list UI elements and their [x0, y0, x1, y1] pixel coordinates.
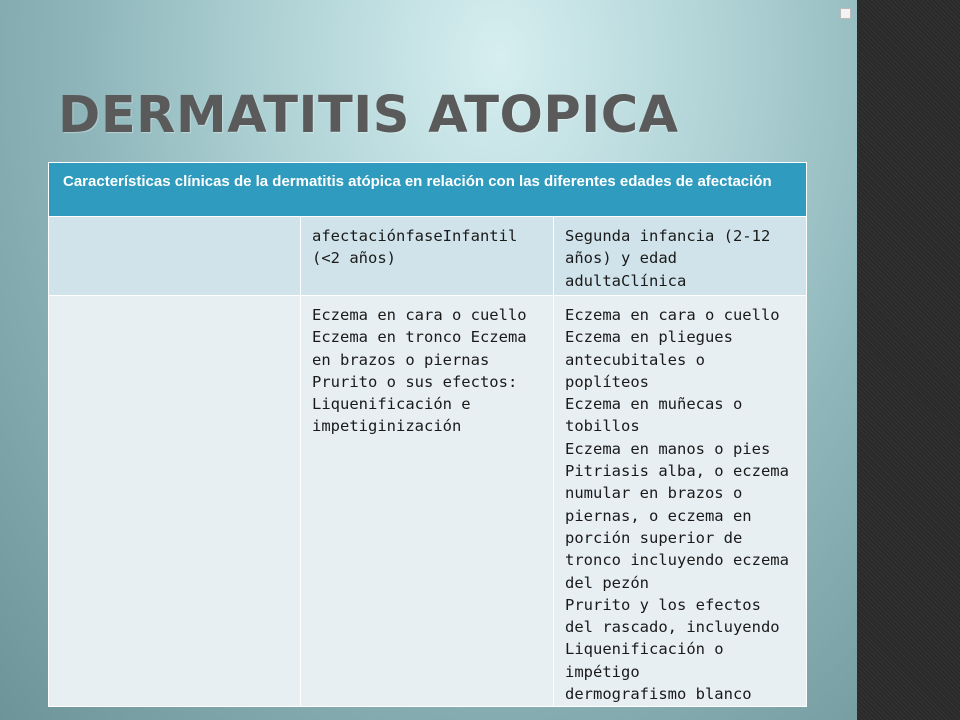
- table-caption: Características clínicas de la dermatitis atópica en relación con las diferentes edades de afectación: [49, 163, 807, 217]
- table-cell-empty: [49, 296, 301, 707]
- slide-title: DERMATITIS ATOPICA: [58, 86, 679, 145]
- table-header-row: [49, 163, 807, 217]
- table-row: [49, 217, 807, 296]
- table-cell-empty: [49, 217, 301, 296]
- cell-infant-phase: afectaciónfaseInfantil (<2 años): [312, 227, 518, 268]
- table-row: [49, 296, 807, 707]
- clinical-table-container: [48, 162, 806, 704]
- decorative-side-band: [857, 0, 960, 720]
- table-cell: [554, 296, 807, 707]
- cell-row2-col1: [50, 297, 299, 304]
- cell-childhood-adult-features: Eczema en cara o cuello Eczema en pliegues antecubitales o poplíteos Eczema en muñecas o tobillos Eczema en manos o pies Pitriasis alba, o eczema numular en brazos o piernas, o eczema en porción superior de tronco incluyendo eczema del pezón Prurito y los efectos del rascado, incluyendo Liquenificación o impétigo dermografismo blanco: [565, 306, 789, 704]
- cell-childhood-adult-phase: Segunda infancia (2-12 años) y edad adultaClínica: [565, 227, 771, 290]
- table-cell: [301, 217, 554, 296]
- table-cell: [301, 296, 554, 707]
- cell-row1-col1: [50, 218, 299, 225]
- table-cell: [554, 217, 807, 296]
- cell-infant-features: Eczema en cara o cuello Eczema en tronco Eczema en brazos o piernas Prurito o sus efectos: Liquenificación e impetiginización: [312, 306, 527, 436]
- clinical-features-table: [48, 162, 807, 707]
- square-bullet-icon: [840, 8, 851, 19]
